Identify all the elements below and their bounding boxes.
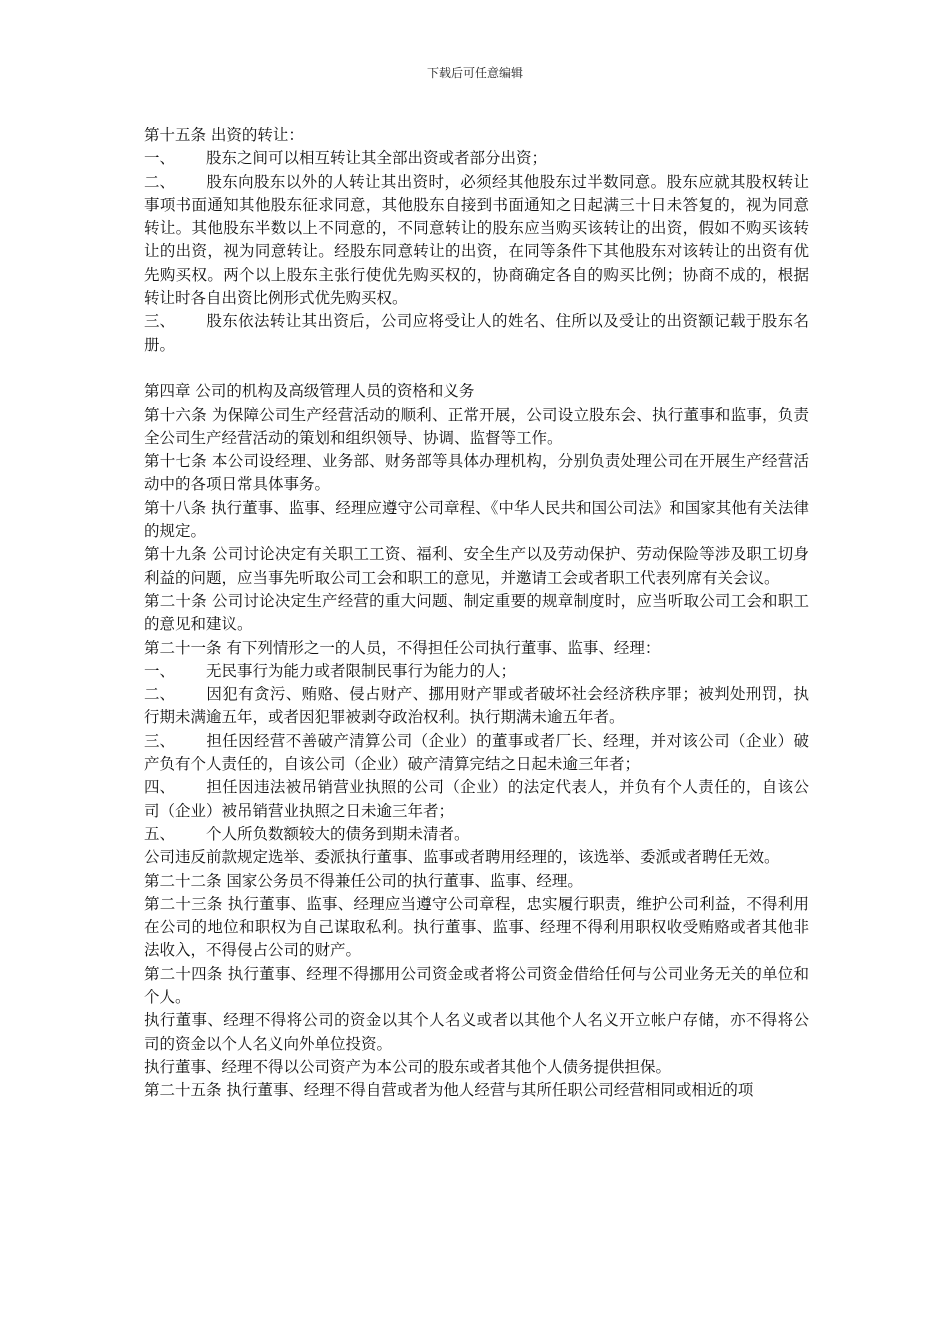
document-body [144,124,809,1102]
paragraph-text: 股东依法转让其出资后，公司应将受让人的姓名、住所以及受让的出资额记载于股东名册。 [144,312,809,354]
paragraph [144,1056,809,1079]
paragraph [144,637,809,660]
paragraph [144,124,809,147]
page-header: 下载后可任意编辑 [426,66,523,80]
item-number: 五、 [144,824,176,843]
paragraph [144,1009,809,1056]
paragraph-text: 第二十二条 国家公务员不得兼任公司的执行董事、监事、经理。 [144,871,583,890]
item-number: 一、 [144,661,176,680]
paragraph-text: 第二十一条 有下列情形之一的人员，不得担任公司执行董事、监事、经理： [144,638,661,657]
paragraph [144,404,809,451]
paragraph-text: 个人所负数额较大的债务到期未清者。 [206,824,470,843]
numbered-paragraph [144,776,809,823]
item-number: 四、 [144,778,176,797]
paragraph-text: 第十六条 为保障公司生产经营活动的顺利、正常开展，公司设立股东会、执行董事和监事，负责全公司生产经营活动的策划和组织领导、协调、监督等工作。 [144,405,809,447]
paragraph [144,1079,809,1102]
paragraph-text: 第二十五条 执行董事、经理不得自营或者为他人经营与其所任职公司经营相同或相近的项 [144,1081,754,1100]
paragraph [144,497,809,544]
paragraph-text: 股东之间可以相互转让其全部出资或者部分出资； [206,149,548,168]
paragraph-text: 第十九条 公司讨论决定有关职工工资、福利、安全生产以及劳动保护、劳动保险等涉及职工切身利益的问题，应当事先听取公司工会和职工的意见，并邀请工会或者职工代表列席有关会议。 [144,545,809,587]
paragraph [144,590,809,637]
item-number: 二、 [144,685,176,704]
item-number: 三、 [144,731,176,750]
numbered-paragraph [144,310,809,357]
paragraph [144,543,809,590]
paragraph-text: 担任因经营不善破产清算公司（企业）的董事或者厂长、经理，并对该公司（企业）破产负有个人责任的，自该公司（企业）破产清算完结之日起未逾三年者； [144,731,809,774]
item-number: 三、 [144,312,176,331]
numbered-paragraph [144,660,809,683]
paragraph-text: 第十七条 本公司设经理、业务部、财务部等具体办理机构，分别负责处理公司在开展生产经营活动中的各项日常具体事务。 [144,452,809,494]
item-number: 一、 [144,149,176,168]
paragraph-text: 第二十三条 执行董事、监事、经理应当遵守公司章程，忠实履行职责，维护公司利益，不得利用在公司的地位和职权为自己谋取私利。执行董事、监事、经理不得利用职权收受贿赂或者其他非法收入，不得侵占公司的财产。 [144,894,809,960]
numbered-paragraph [144,730,809,777]
paragraph-text: 执行董事、经理不得以公司资产为本公司的股东或者其他个人债务提供担保。 [144,1057,672,1076]
paragraph-text: 执行董事、经理不得将公司的资金以其个人名义或者以其他个人名义开立帐户存储，亦不得将公司的资金以个人名义向外单位投资。 [144,1011,809,1053]
paragraph [144,450,809,497]
numbered-paragraph [144,683,809,730]
item-number: 二、 [144,172,176,191]
paragraph [144,380,809,403]
paragraph-text: 第四章 公司的机构及高级管理人员的资格和义务 [144,382,475,401]
paragraph-text: 无民事行为能力或者限制民事行为能力的人； [206,661,517,680]
numbered-paragraph [144,147,809,170]
paragraph-text: 因犯有贪污、贿赂、侵占财产、挪用财产罪或者破坏社会经济秩序罪；被判处刑罚，执行期未满逾五年，或者因犯罪被剥夺政治权利。执行期满未逾五年者。 [144,685,809,727]
paragraph-text: 担任因违法被吊销营业执照的公司（企业）的法定代表人，并负有个人责任的，自该公司（企业）被吊销营业执照之日未逾三年者； [144,778,809,820]
paragraph-text: 第十五条 出资的转让： [144,126,304,144]
paragraph [144,963,809,1010]
paragraph [144,893,809,963]
paragraph [144,870,809,893]
paragraph [144,846,809,869]
paragraph-text: 第二十条 公司讨论决定生产经营的重大问题、制定重要的规章制度时，应当听取公司工会和职工的意见和建议。 [144,591,809,634]
paragraph-text: 第二十四条 执行董事、经理不得挪用公司资金或者将公司资金借给任何与公司业务无关的单位和个人。 [144,964,809,1006]
numbered-paragraph [144,171,809,311]
paragraph-text: 股东向股东以外的人转让其出资时，必须经其他股东过半数同意。股东应就其股权转让事项书面通知其他股东征求同意，其他股东自接到书面通知之日起满三十日未答复的，视为同意转让。其他股东半数以上不同意的，不同意转让的股东应当购买该转让的出资，假如不购买该转让的出资，视为同意转让。经股东同意转让的出资，在同等条件下其他股东对该转让的出资有优先购买权。两个以上股东主张行使优先购买权的，协商确定各自的购买比例；协商不成的，根据转让时各自出资比例形式优先购买权。 [144,172,809,308]
paragraph-text: 公司违反前款规定选举、委派执行董事、监事或者聘用经理的，该选举、委派或者聘任无效。 [144,848,780,867]
paragraph-text: 第十八条 执行董事、监事、经理应遵守公司章程、《中华人民共和国公司法》和国家其他有关法律的规定。 [144,498,809,541]
numbered-paragraph [144,823,809,846]
blank-line [144,357,809,380]
